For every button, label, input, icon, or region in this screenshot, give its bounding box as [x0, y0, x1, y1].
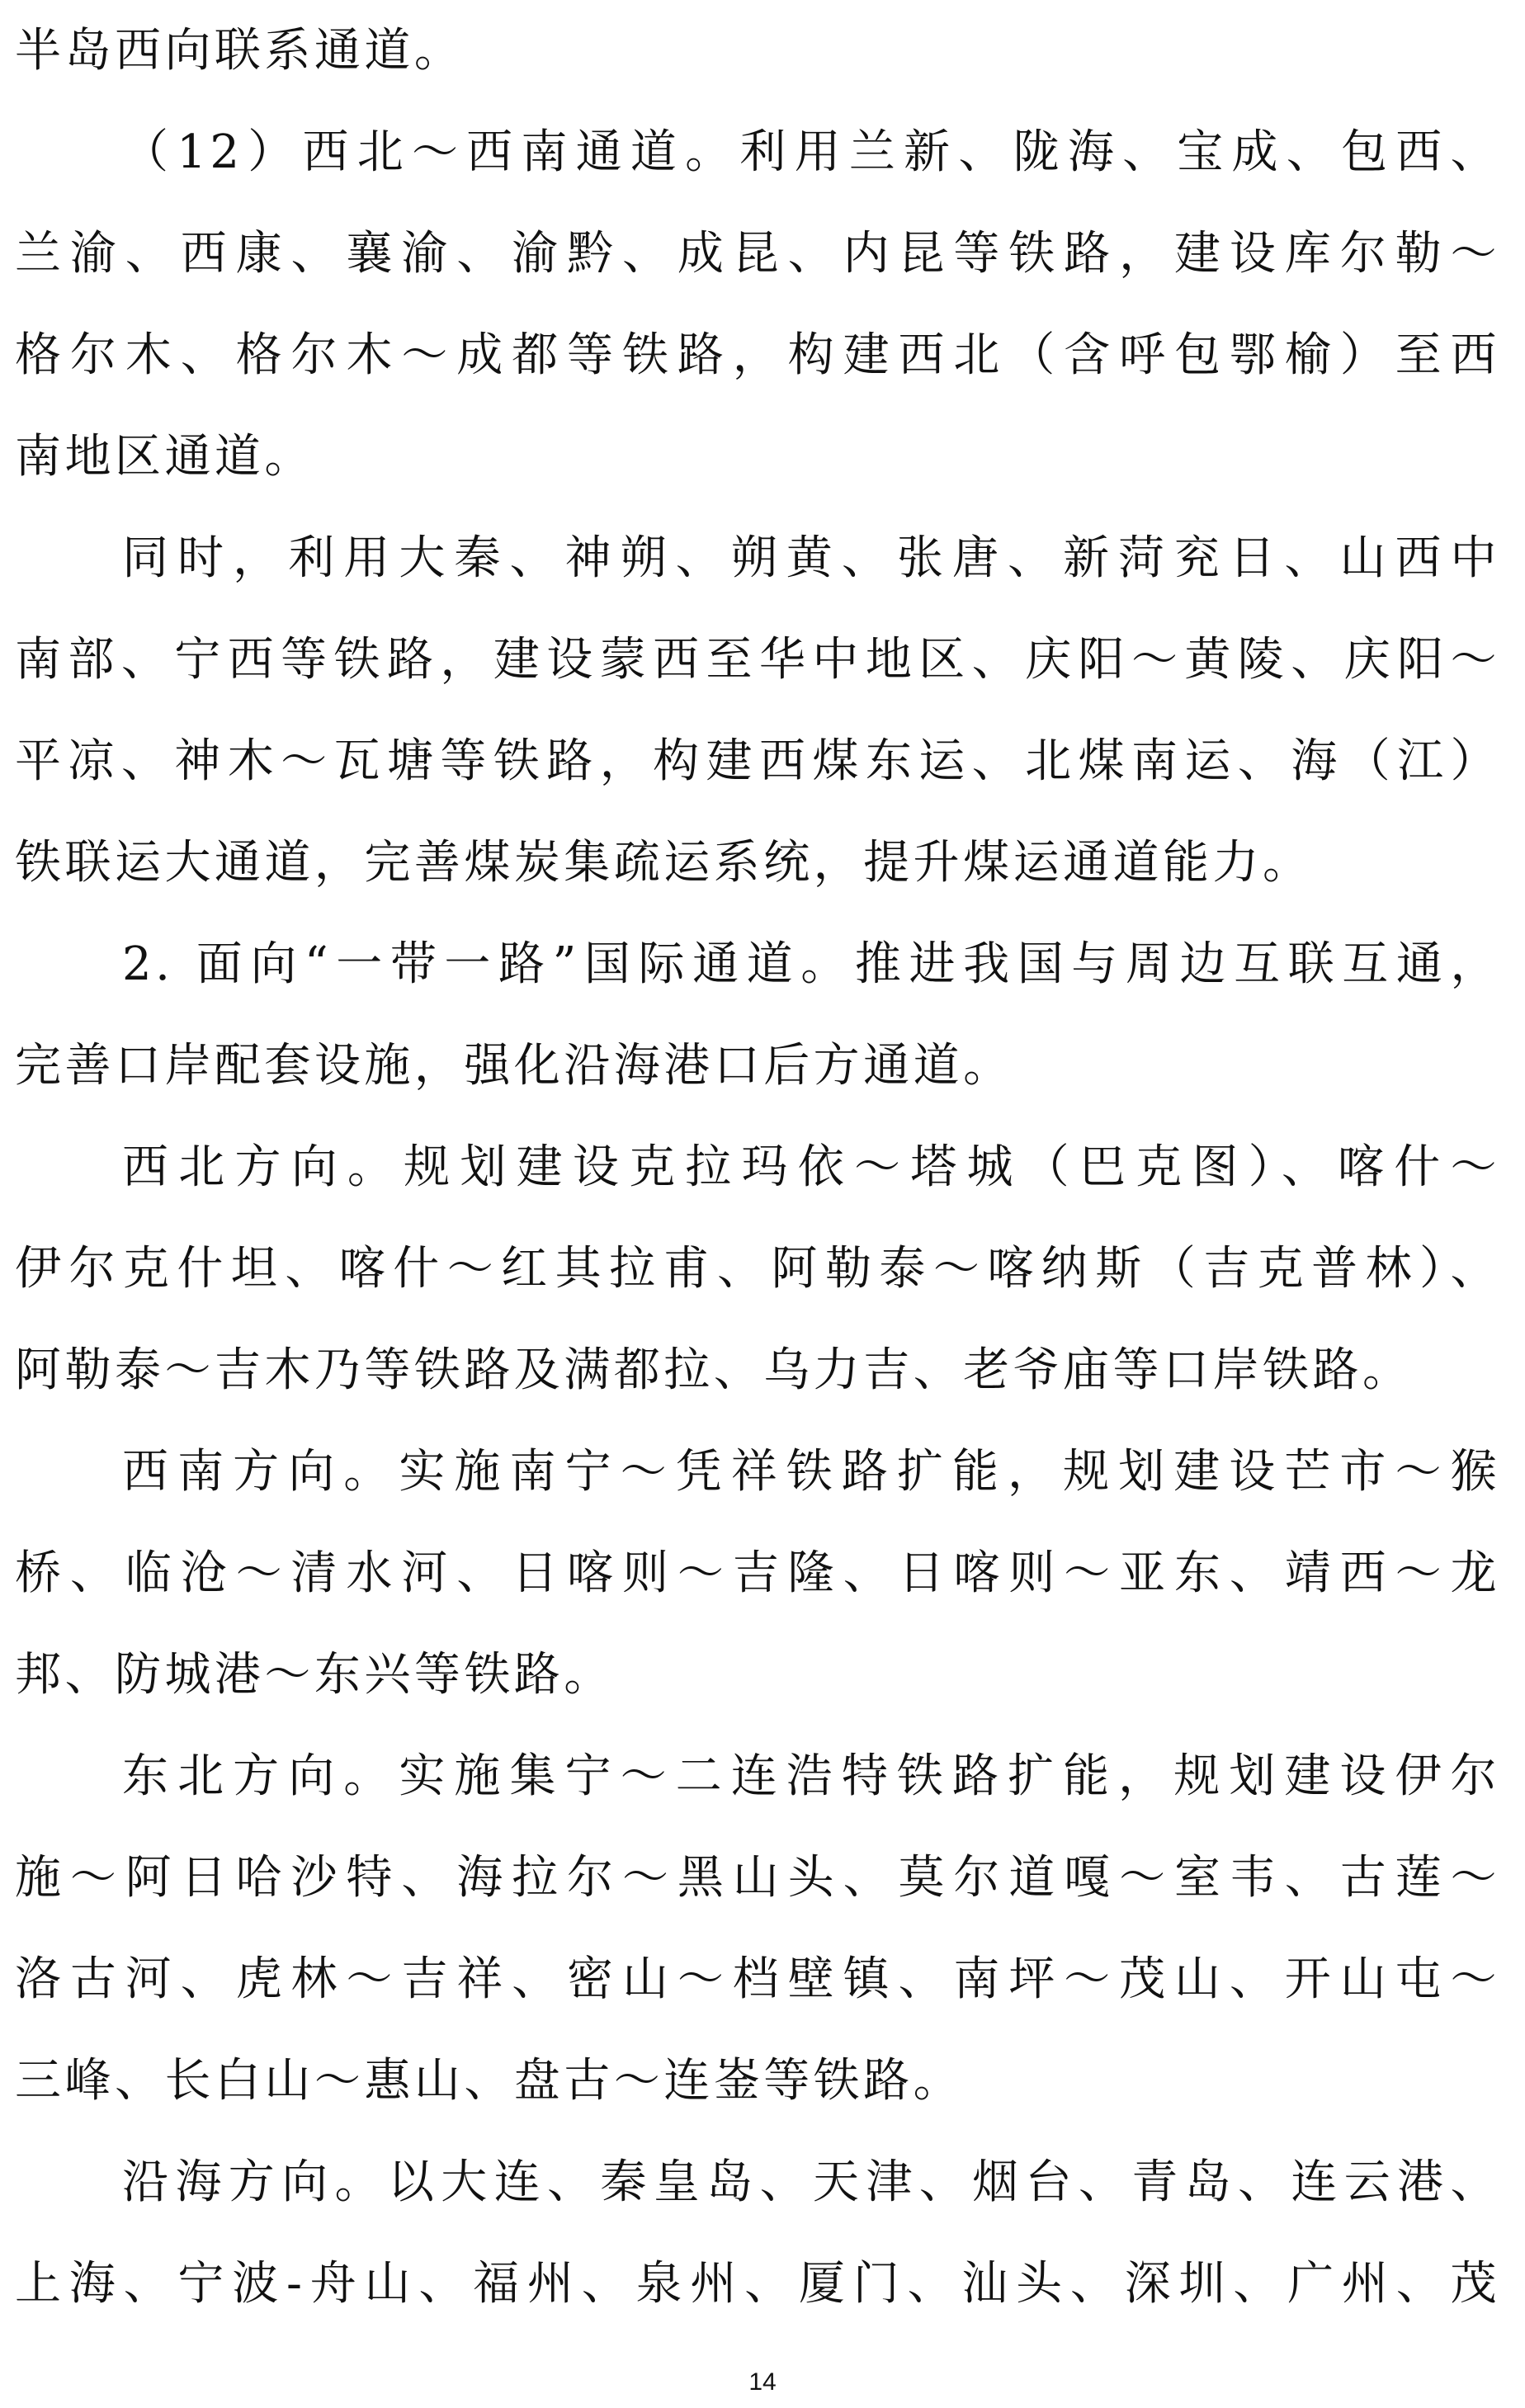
text-line: 南地区通道。: [15, 430, 314, 484]
text-line: 洛古河、虎林～吉祥、密山～档壁镇、南坪～茂山、开山屯～: [15, 1952, 1500, 2006]
text-line: 上海、宁波-舟山、福州、泉州、厦门、汕头、深圳、广州、茂: [15, 2257, 1500, 2311]
text-line: 半岛西向联系通道。: [15, 24, 465, 78]
page-number: 14: [748, 2368, 777, 2396]
text-line: 铁联运大通道，完善煤炭集疏运系统，提升煤运通道能力。: [15, 836, 1313, 890]
text-line: 兰渝、西康、襄渝、渝黔、成昆、内昆等铁路，建设库尔勒～: [15, 227, 1500, 281]
text-line: 伊尔克什坦、喀什～红其拉甫、阿勒泰～喀纳斯（吉克普林）、: [15, 1242, 1500, 1296]
text-line: 西南方向。实施南宁～凭祥铁路扩能，规划建设芒市～猴: [122, 1445, 1500, 1499]
text-line: 完善口岸配套设施，强化沿海港口后方通道。: [15, 1039, 1013, 1093]
text-line: 桥、临沧～清水河、日喀则～吉隆、日喀则～亚东、靖西～龙: [15, 1546, 1500, 1600]
body-text: [15, 0, 1500, 2335]
text-line: 格尔木、格尔木～成都等铁路，构建西北（含呼包鄂榆）至西: [15, 328, 1500, 382]
text-line: 同时，利用大秦、神朔、朔黄、张唐、新菏兖日、山西中: [122, 531, 1500, 585]
text-line: 三峰、长白山～惠山、盘古～连崟等铁路。: [15, 2054, 964, 2108]
text-line: 2. 面向“一带一路”国际通道。推进我国与周边互联互通，: [122, 937, 1500, 991]
text-line: 施～阿日哈沙特、海拉尔～黑山头、莫尔道嘎～室韦、古莲～: [15, 1851, 1500, 1905]
text-line: 平凉、神木～瓦塘等铁路，构建西煤东运、北煤南运、海（江）: [15, 734, 1500, 788]
text-line: 南部、宁西等铁路，建设蒙西至华中地区、庆阳～黄陵、庆阳～: [15, 633, 1500, 687]
text-line: 东北方向。实施集宁～二连浩特铁路扩能，规划建设伊尔: [122, 1749, 1500, 1803]
text-line: 邦、防城港～东兴等铁路。: [15, 1648, 614, 1702]
text-line: 阿勒泰～吉木乃等铁路及满都拉、乌力吉、老爷庙等口岸铁路。: [15, 1343, 1413, 1397]
text-line: 西北方向。规划建设克拉玛依～塔城（巴克图）、喀什～: [122, 1140, 1500, 1194]
text-line: 沿海方向。以大连、秦皇岛、天津、烟台、青岛、连云港、: [122, 2155, 1500, 2209]
text-line: （12）西北～西南通道。利用兰新、陇海、宝成、包西、: [122, 125, 1500, 179]
